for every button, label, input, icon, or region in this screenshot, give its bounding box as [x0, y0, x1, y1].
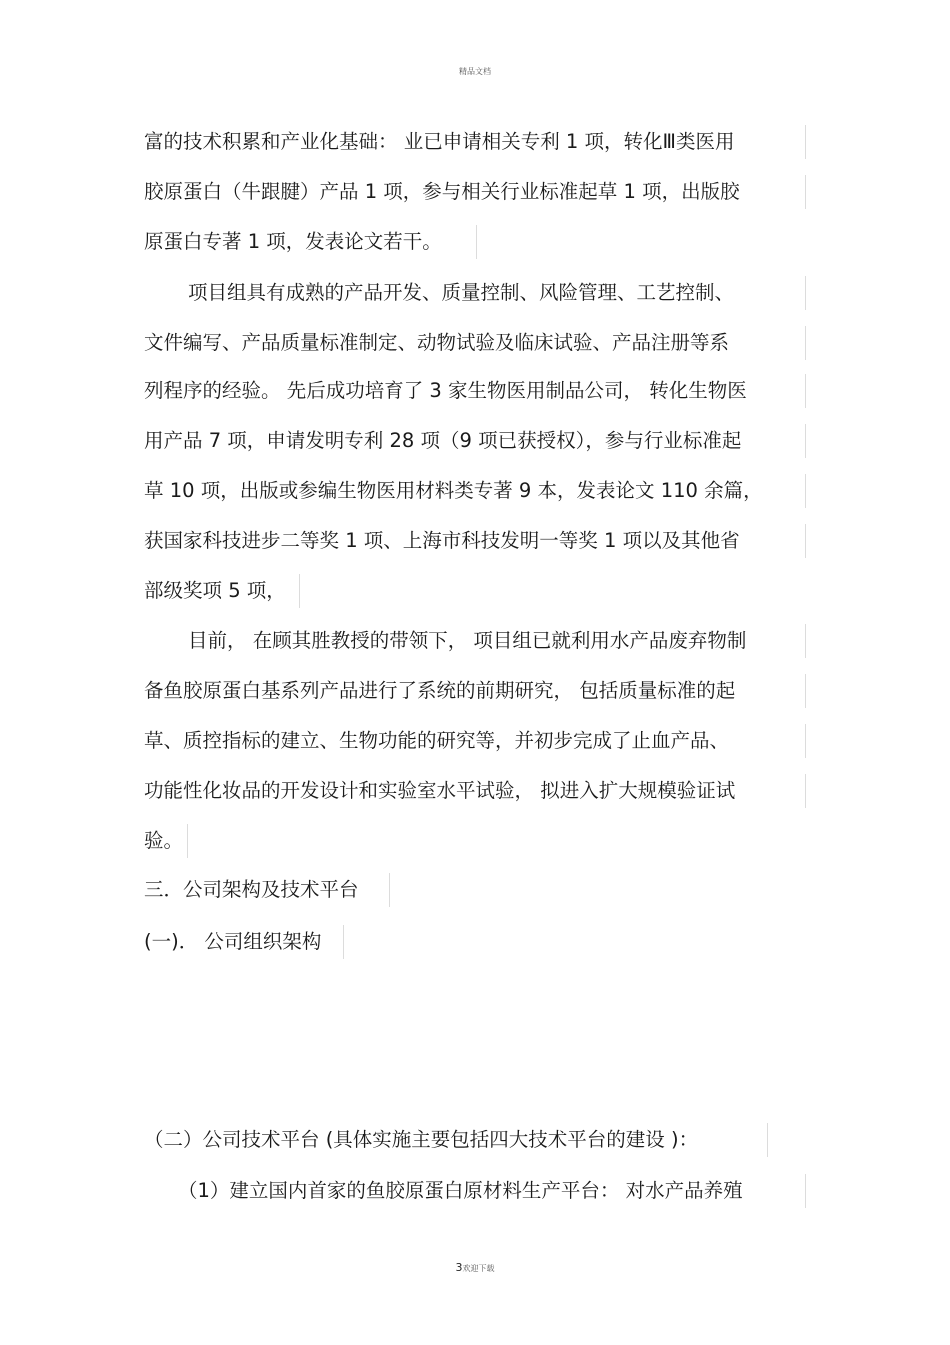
text-line-14: 功能性化妆品的开发设计和实验室水平试验， 拟进入扩大规模验证试 [144, 774, 806, 808]
text-line-4: 项目组具有成熟的产品开发、质量控制、风险管理、工艺控制、 [188, 276, 806, 310]
text-line-8: 草 10 项，出版或参编生物医用材料类专著 9 本，发表论文 110 余篇， [144, 474, 806, 508]
text-line-11: 目前， 在顾其胜教授的带领下， 项目组已就利用水产品废弃物制 [188, 624, 806, 658]
subsection-heading-1: (一)． 公司组织架构 [144, 925, 344, 959]
text-line-5: 文件编写、产品质量标准制定、动物试验及临床试验、产品注册等系 [144, 326, 806, 360]
text-line-2: 胶原蛋白（牛跟腱）产品 1 项，参与相关行业标准起草 1 项，出版胶 [144, 175, 806, 209]
text-line-10: 部级奖项 5 项， [144, 574, 300, 608]
subsection-heading-2: （二）公司技术平台 (具体实施主要包括四大技术平台的建设 )： [144, 1123, 768, 1157]
header-watermark: 精品文档 [459, 67, 491, 76]
text-line-13: 草、质控指标的建立、生物功能的研究等，并初步完成了止血产品、 [144, 724, 806, 758]
page-footer [0, 1261, 950, 1274]
text-line-9: 获国家科技进步二等奖 1 项、上海市科技发明一等奖 1 项以及其他省 [144, 524, 806, 558]
text-line-1: 富的技术积累和产业化基础： 业已申请相关专利 1 项，转化Ⅲ类医用 [144, 125, 806, 159]
section-heading-3: 三．公司架构及技术平台 [144, 873, 390, 907]
footer-note: 欢迎下载 [462, 1264, 495, 1273]
text-line-6: 列程序的经验。 先后成功培育了 3 家生物医用制品公司， 转化生物医 [144, 374, 806, 408]
text-line-12: 备鱼胶原蛋白基系列产品进行了系统的前期研究， 包括质量标准的起 [144, 674, 806, 708]
text-line-7: 用产品 7 项，申请发明专利 28 项（9 项已获授权），参与行业标准起 [144, 424, 806, 458]
text-line-15: 验。 [144, 824, 188, 858]
text-line-3: 原蛋白专著 1 项，发表论文若干。 [144, 225, 477, 259]
text-line-19: （1）建立国内首家的鱼胶原蛋白原材料生产平台： 对水产品养殖 [178, 1174, 806, 1208]
page-number: 3 [455, 1261, 463, 1274]
